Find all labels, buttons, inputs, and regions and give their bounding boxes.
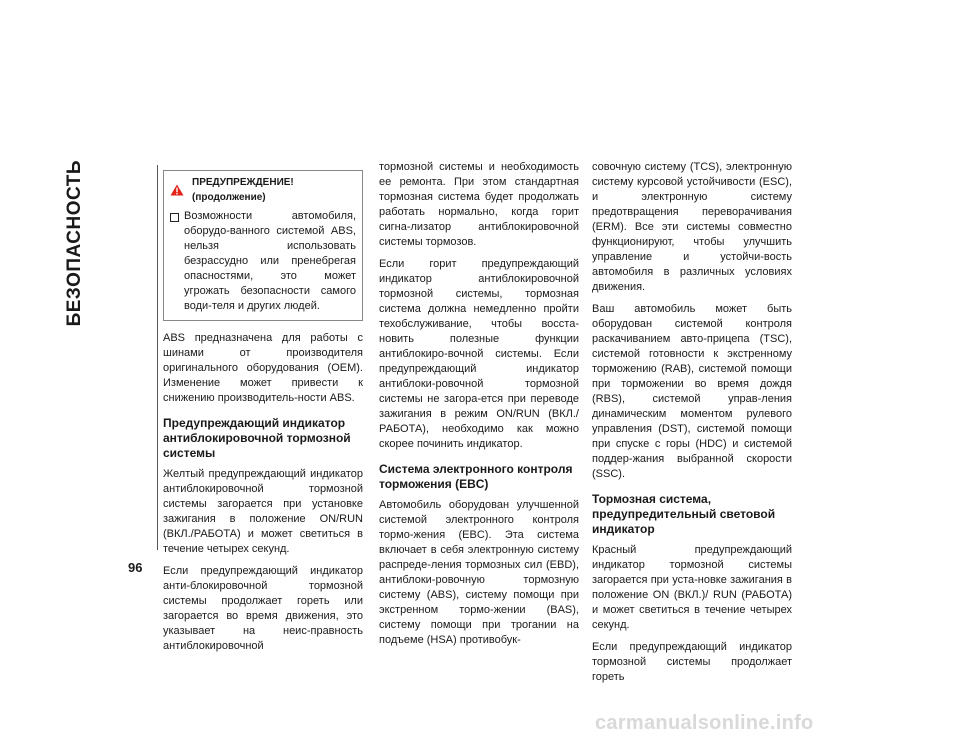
page-number: 96 <box>128 560 143 575</box>
paragraph: Автомобиль оборудован улучшенной системой электронного контроля тормо-жения (EBC). Эта система включает в себя электронную систему распреде-ления тормозных сил (EBD), антиблоки-ровочную тормозную систему (ABS), систему помощи при экстренном тормо-жении (BAS), систему помощи при трогании на подъеме (HSA) противобук- <box>379 499 579 646</box>
warning-item-text: Возможности автомобиля, оборудо-ванного системой ABS, нельзя использовать безрассудно или пренебрегая опасностями, это может угрожать безопасности самого води-теля и других людей. <box>184 210 356 312</box>
warning-header <box>170 175 356 205</box>
warning-item <box>170 209 356 314</box>
paragraph: ABS предназначена для работы с шинами от производителя оригинального оборудования (OEM). Изменение может привести к снижению производитель-ности ABS. <box>163 332 363 404</box>
warning-title: ПРЕДУПРЕЖДЕНИЕ! (продолжение) <box>192 177 294 203</box>
paragraph: Ваш автомобиль может быть оборудован системой контроля раскачиванием авто-прицепа (TSC), системой готовности к экстренному торможению (RAB), системой помощи при торможении во время дождя (RBS), системой управ-ления динамическим моментом рулевого управления (DST), системой помощи при спуске с горы (HDC) и системой поддер-жания выбранной скорости (SSC). <box>592 303 792 480</box>
paragraph: Красный предупреждающий индикатор тормозной системы загорается при уста-новке зажигания в положение ON (ВКЛ.)/ RUN (РАБОТА) и может светиться в течение четырех секунд. <box>592 544 792 631</box>
paragraph: Желтый предупреждающий индикатор антиблокировочной тормозной системы загорается при установке зажигания в положение ON/RUN (ВКЛ./РАБОТА) и может светиться в течение четырех секунд. <box>163 468 363 555</box>
section-heading: Предупреждающий индикатор антиблокировочной тормозной системы <box>163 416 351 460</box>
column-2 <box>379 160 579 655</box>
checkbox-bullet-icon <box>170 213 179 222</box>
section-heading: Система электронного контроля торможения (EBC) <box>379 462 573 491</box>
section-tab-label: БЕЗОПАСНОСТЬ <box>63 160 85 327</box>
warning-triangle-icon <box>170 184 184 196</box>
paragraph: Если горит предупреждающий индикатор антиблокировочной тормозной системы, тормозная система должна немедленно пройти техобслуживание, чтобы восста-новить полезные функции антиблокиро-вочной системы. Если предупреждающий индикатор антиблоки-ровочной тормозной системы не загора-ется при переводе зажигания в режим ON/RUN (ВКЛ./РАБОТА), необходимо как можно скорее починить индикатор. <box>379 258 579 450</box>
section-tab <box>63 160 158 560</box>
paragraph: Если предупреждающий индикатор тормозной системы продолжает гореть <box>592 641 792 683</box>
section-heading: Тормозная система, предупредительный световой индикатор <box>592 492 776 536</box>
paragraph: совочную систему (TCS), электронную систему курсовой устойчивости (ESC), и электронную систему предотвращения переворачивания (ERM). Все эти системы совместно функционируют, чтобы улучшить управление и устойчи-вость автомобиля в различных условиях движения. <box>592 161 792 293</box>
column-1 <box>163 170 363 661</box>
paragraph: Если предупреждающий индикатор анти-блокировочной тормозной системы продолжает гореть или загорается во время движения, это указывает на неис-правность антиблокировочной <box>163 565 363 652</box>
section-divider <box>157 165 158 550</box>
paragraph: тормозной системы и необходимость ее ремонта. При этом стандартная тормозная система будет продолжать работать нормально, когда горит сигна-лизатор антиблокировочной системы тормозов. <box>379 161 579 248</box>
column-3 <box>592 160 792 692</box>
watermark: carmanualsonline.info <box>595 712 814 734</box>
warning-box <box>163 170 363 321</box>
